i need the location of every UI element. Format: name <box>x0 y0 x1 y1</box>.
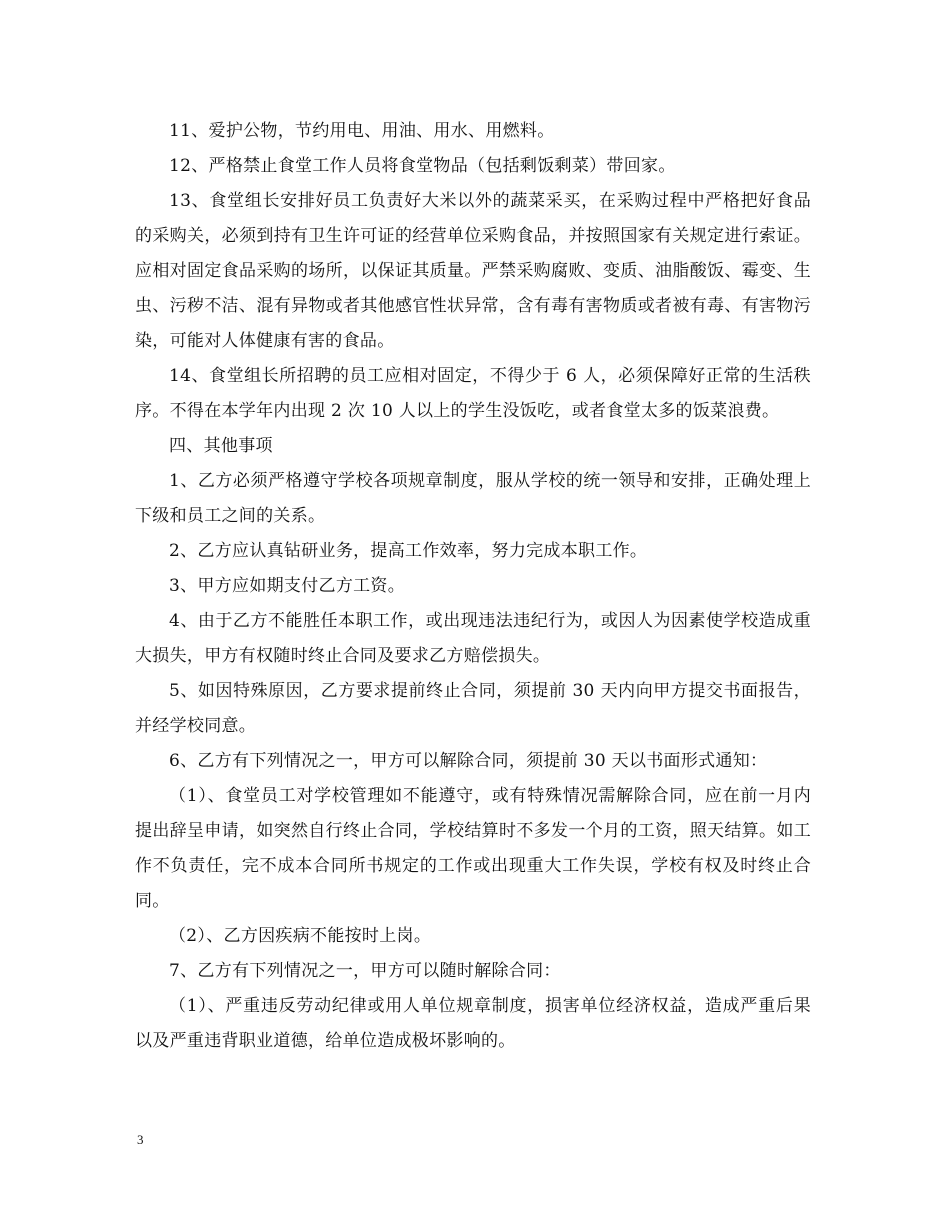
paragraph-other-6-sub-2: （2）、乙方因疾病不能按时上岗。 <box>169 926 432 946</box>
paragraph-other-7: 7、乙方有下列情况之一，甲方可以随时解除合同： <box>169 961 561 981</box>
paragraph-other-2: 2、乙方应认真钻研业务，提高工作效率，努力完成本职工作。 <box>169 541 648 561</box>
paragraph-other-4: 4、由于乙方不能胜任本职工作，或出现违法违纪行为，或因人为因素使学校造成重大损失，甲方有权随时终止合同及要求乙方赔偿损失。 <box>135 611 811 666</box>
paragraph-other-6-sub-1: （1）、食堂员工对学校管理如不能遵守，或有特殊情况需解除合同，应在前一月内提出辞呈申请，如突然自行终止合同，学校结算时不多发一个月的工资，照天结算。如工作不负责任，完不成本合同所书规定的工作或出现重大工作失误，学校有权及时终止合同。 <box>135 786 811 911</box>
paragraph-other-6: 6、乙方有下列情况之一，甲方可以解除合同，须提前 30 天以书面形式通知： <box>169 751 768 771</box>
paragraph-item-11: 11、爱护公物，节约用电、用油、用水、用燃料。 <box>169 121 555 141</box>
page-number: 3 <box>137 1132 144 1147</box>
section-heading-other-matters: 四、其他事项 <box>169 436 273 456</box>
paragraph-other-5: 5、如因特殊原因，乙方要求提前终止合同，须提前 30 天内向甲方提交书面报告，并经学校同意。 <box>135 681 811 736</box>
paragraph-other-3: 3、甲方应如期支付乙方工资。 <box>169 576 406 596</box>
document-body <box>135 114 811 1059</box>
paragraph-other-1: 1、乙方必须严格遵守学校各项规章制度，服从学校的统一领导和安排，正确处理上下级和员工之间的关系。 <box>135 471 811 526</box>
paragraph-item-13: 13、食堂组长安排好员工负责好大米以外的蔬菜采买，在采购过程中严格把好食品的采购关，必须到持有卫生许可证的经营单位采购食品，并按照国家有关规定进行索证。应相对固定食品采购的场所，以保证其质量。严禁采购腐败、变质、油脂酸饭、霉变、生虫、污秽不洁、混有异物或者其他感官性状异常，含有毒有害物质或者被有毒、有害物污染，可能对人体健康有害的食品。 <box>135 191 811 351</box>
paragraph-other-7-sub-1: （1）、严重违反劳动纪律或用人单位规章制度，损害单位经济权益，造成严重后果以及严重违背职业道德，给单位造成极坏影响的。 <box>135 996 811 1051</box>
paragraph-item-14: 14、食堂组长所招聘的员工应相对固定，不得少于 6 人，必须保障好正常的生活秩序。不得在本学年内出现 2 次 10 人以上的学生没饭吃，或者食堂太多的饭菜浪费。 <box>135 366 811 421</box>
paragraph-item-12: 12、严格禁止食堂工作人员将食堂物品（包括剩饭剩菜）带回家。 <box>169 156 676 176</box>
